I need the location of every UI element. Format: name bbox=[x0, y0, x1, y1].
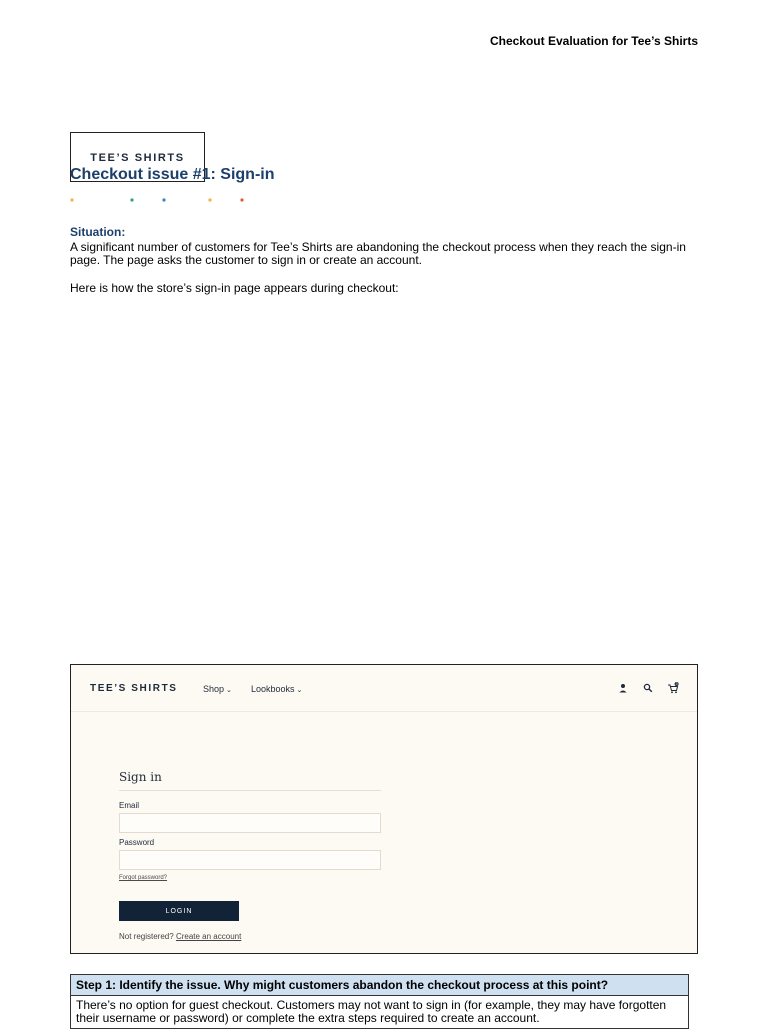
chevron-down-icon: ⌄ bbox=[296, 687, 303, 694]
deco-dot bbox=[162, 198, 165, 201]
email-label: Email bbox=[119, 801, 140, 810]
cart-count: 0 bbox=[675, 682, 678, 687]
nav-lookbooks[interactable] bbox=[251, 684, 302, 694]
signin-title: Sign in bbox=[119, 770, 162, 784]
nav-shop-label: Shop bbox=[203, 684, 225, 694]
step1-heading: Step 1: Identify the issue. Why might customers abandon the checkout process at this point? bbox=[71, 975, 689, 996]
store-nav-bar bbox=[71, 665, 697, 712]
chevron-down-icon: ⌄ bbox=[226, 687, 232, 694]
email-field[interactable] bbox=[119, 813, 381, 833]
register-prompt bbox=[119, 932, 241, 941]
deco-dot bbox=[208, 198, 211, 201]
situation-heading: Situation: bbox=[70, 225, 126, 239]
decorative-dotted-line bbox=[70, 194, 520, 206]
signin-divider bbox=[119, 790, 381, 791]
brand-logo-text: TEE’S SHIRTS bbox=[90, 152, 185, 164]
nav-lookbooks-label: Lookbooks bbox=[251, 684, 295, 694]
step1-answer[interactable]: There’s no option for guest checkout. Customers may not want to sign in (for example, they may have forgotten their username or password) or complete the extra steps required to create an account. bbox=[71, 996, 689, 1029]
deco-dot bbox=[240, 198, 243, 201]
nav-shop[interactable] bbox=[203, 684, 232, 694]
page-title: Checkout issue #1: Sign-in bbox=[70, 166, 275, 183]
create-account-link[interactable]: Create an account bbox=[175, 932, 242, 941]
table-row bbox=[71, 975, 689, 996]
password-label: Password bbox=[119, 838, 155, 847]
signin-page-screenshot bbox=[70, 664, 698, 954]
forgot-password-link[interactable]: Forgot password? bbox=[119, 875, 168, 881]
login-button[interactable]: LOGIN bbox=[119, 901, 239, 921]
cart-icon[interactable] bbox=[667, 682, 679, 694]
password-field[interactable] bbox=[119, 850, 381, 870]
deco-dot bbox=[130, 198, 133, 201]
intro-text: Here is how the store’s sign-in page appears during checkout: bbox=[70, 281, 399, 295]
step1-table bbox=[70, 974, 689, 1029]
document-header: Checkout Evaluation for Tee’s Shirts bbox=[489, 34, 698, 48]
not-registered-text: Not registered? bbox=[119, 932, 174, 941]
search-icon[interactable] bbox=[642, 682, 654, 694]
account-icon[interactable] bbox=[617, 682, 629, 694]
situation-text: A significant number of customers for Tee’s Shirts are abandoning the checkout process when they reach the sign-in page. The page asks the customer to sign in or create an account. bbox=[70, 240, 686, 267]
store-brand[interactable]: TEE’S SHIRTS bbox=[90, 683, 178, 694]
deco-dot bbox=[70, 198, 73, 201]
